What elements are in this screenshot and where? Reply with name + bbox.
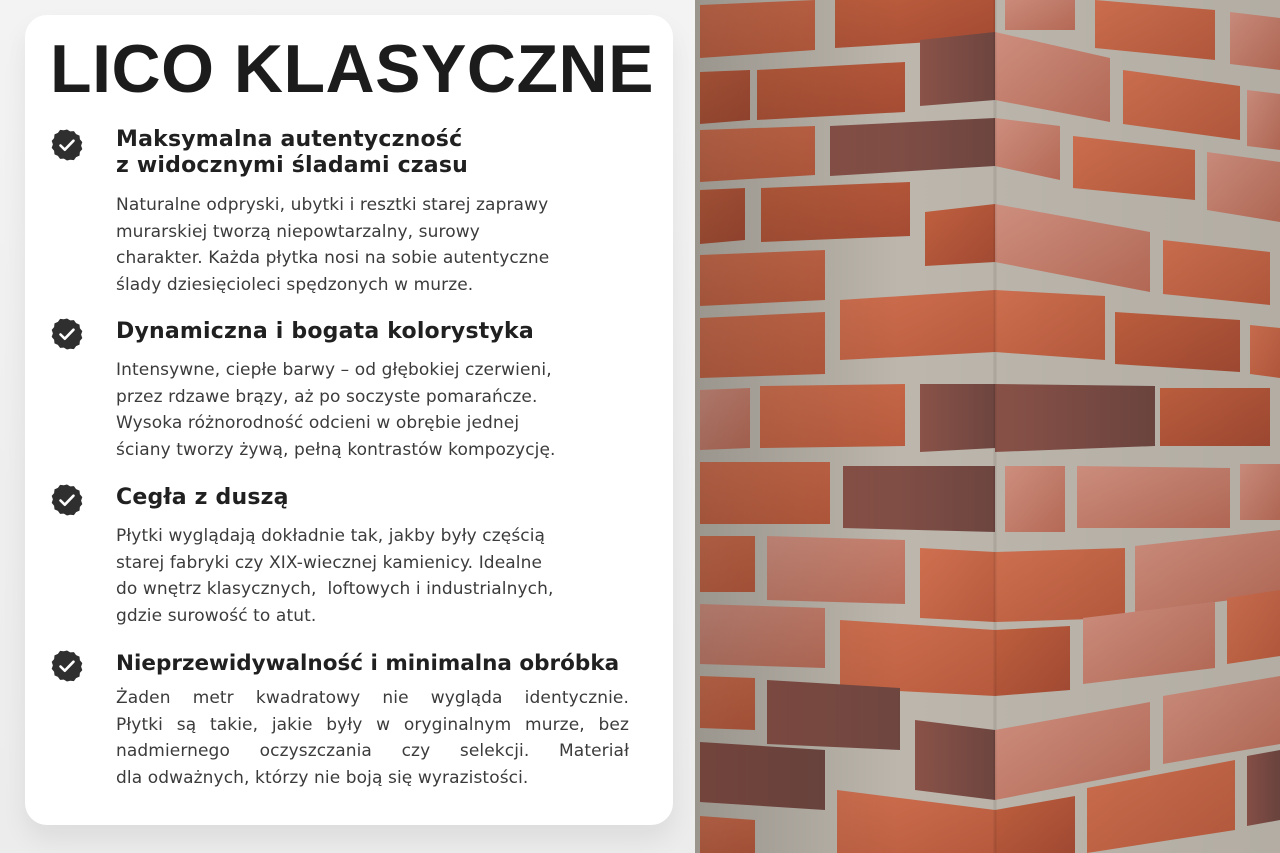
description-line: gdzie surowość to atut.	[116, 605, 317, 626]
feature-title-line: z widocznymi śladami czasu	[116, 153, 469, 178]
feature-description	[116, 357, 631, 463]
feature-description	[116, 685, 629, 791]
check-badge-icon	[50, 649, 84, 683]
description-line: ślady dziesięcioleci spędzonych w murze.	[116, 274, 474, 295]
page-title: LICO KLASYCZNE	[50, 31, 654, 107]
brick-wall-illustration	[695, 0, 1280, 853]
description-line: starej fabryki czy XIX-wiecznej kamienicy. Idealne	[116, 552, 543, 573]
description-line: Naturalne odpryski, ubytki i resztki starej zaprawy	[116, 195, 549, 215]
check-badge-icon	[50, 483, 84, 517]
check-badge-icon	[50, 128, 84, 162]
feature-description	[116, 523, 631, 629]
check-badge-icon	[50, 317, 84, 351]
feature-title	[116, 651, 676, 677]
feature-title	[116, 127, 676, 179]
description-line: Żaden metr kwadratowy nie wygląda identycznie.	[116, 688, 629, 708]
description-line: dla odważnych, którzy nie boją się wyrazistości.	[116, 767, 529, 788]
feature-title-line: Nieprzewidywalność i minimalna obróbka	[116, 651, 620, 676]
description-line: charakter. Każda płytka nosi na sobie autentyczne	[116, 248, 550, 268]
description-line: Płytki wyglądają dokładnie tak, jakby były częścią	[116, 526, 546, 546]
feature-title	[116, 485, 676, 511]
description-line: do wnętrz klasycznych, loftowych i industrialnych,	[116, 579, 554, 599]
description-line: przez rdzawe brązy, aż po soczyste pomarańcze.	[116, 386, 538, 407]
description-line: ściany tworzy żywą, pełną kontrastów kompozycję.	[116, 439, 556, 460]
feature-description	[116, 192, 631, 298]
description-line: nadmiernego oczyszczania czy selekcji. Materiał	[116, 741, 629, 761]
description-line: murarskiej tworzą niepowtarzalny, surowy	[116, 221, 480, 242]
description-line: Intensywne, ciepłe barwy – od głębokiej czerwieni,	[116, 360, 552, 380]
feature-title-line: Cegła z duszą	[116, 485, 289, 510]
description-line: Wysoka różnorodność odcieni w obrębie jednej	[116, 413, 520, 433]
feature-title-line: Dynamiczna i bogata kolorystyka	[116, 319, 534, 344]
feature-title	[116, 319, 676, 345]
brick-wall-corner-photo	[695, 0, 1280, 853]
feature-title-line: Maksymalna autentyczność	[116, 127, 463, 152]
info-card	[25, 15, 673, 825]
description-line: Płytki są takie, jakie były w oryginalnym murze, bez	[116, 714, 629, 735]
